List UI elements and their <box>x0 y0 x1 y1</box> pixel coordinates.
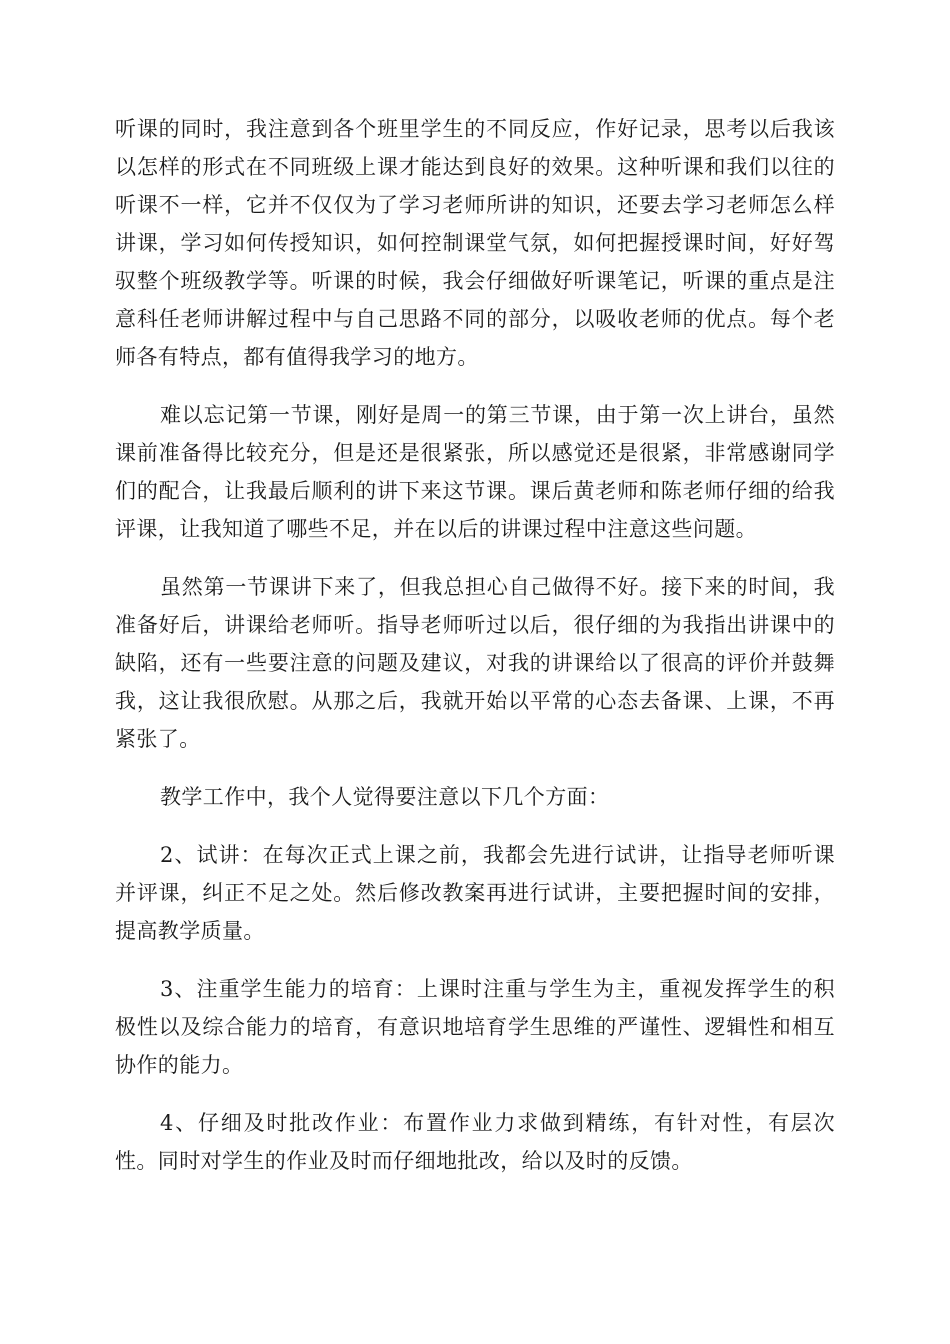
list-item-3: 3、注重学生能力的培育：上课时注重与学生为主，重视发挥学生的积极性以及综合能力的培育，有意识地培育学生思维的严谨性、逻辑性和相互协作的能力。 <box>115 977 835 1077</box>
paragraph-3: 虽然第一节课讲下来了，但我总担心自己做得不好。接下来的时间，我准备好后，讲课给老师听。指导老师听过以后，很仔细的为我指出讲课中的缺陷，还有一些要注意的问题及建议，对我的讲课给以了很高的评价并鼓舞我，这让我很欣慰。从那之后，我就开始以平常的心态去备课、上课，不再紧张了。 <box>115 575 835 751</box>
document-body <box>115 110 835 1200</box>
paragraph-4: 教学工作中，我个人觉得要注意以下几个方面： <box>160 785 610 809</box>
list-item-2: 2、试讲：在每次正式上课之前，我都会先进行试讲，让指导老师听课并评课，纠正不足之处。然后修改教案再进行试讲，主要把握时间的安排，提高教学质量。 <box>115 843 835 943</box>
paragraph-1: 听课的同时，我注意到各个班里学生的不同反应，作好记录，思考以后我该以怎样的形式在不同班级上课才能达到良好的效果。这种听课和我们以往的听课不一样，它并不仅仅为了学习老师所讲的知识，还要去学习老师怎么样讲课，学习如何传授知识，如何控制课堂气氛，如何把握授课时间，好好驾驭整个班级教学等。听课的时候，我会仔细做好听课笔记，听课的重点是注意科任老师讲解过程中与自己思路不同的部分，以吸收老师的优点。每个老师各有特点，都有值得我学习的地方。 <box>115 117 835 369</box>
paragraph-2: 难以忘记第一节课，刚好是周一的第三节课，由于第一次上讲台，虽然课前准备得比较充分，但是还是很紧张，所以感觉还是很紧，非常感谢同学们的配合，让我最后顺利的讲下来这节课。课后黄老师和陈老师仔细的给我评课，让我知道了哪些不足，并在以后的讲课过程中注意这些问题。 <box>115 403 835 541</box>
list-item-4: 4、仔细及时批改作业：布置作业力求做到精练，有针对性，有层次性。同时对学生的作业及时而仔细地批改，给以及时的反馈。 <box>115 1111 835 1173</box>
